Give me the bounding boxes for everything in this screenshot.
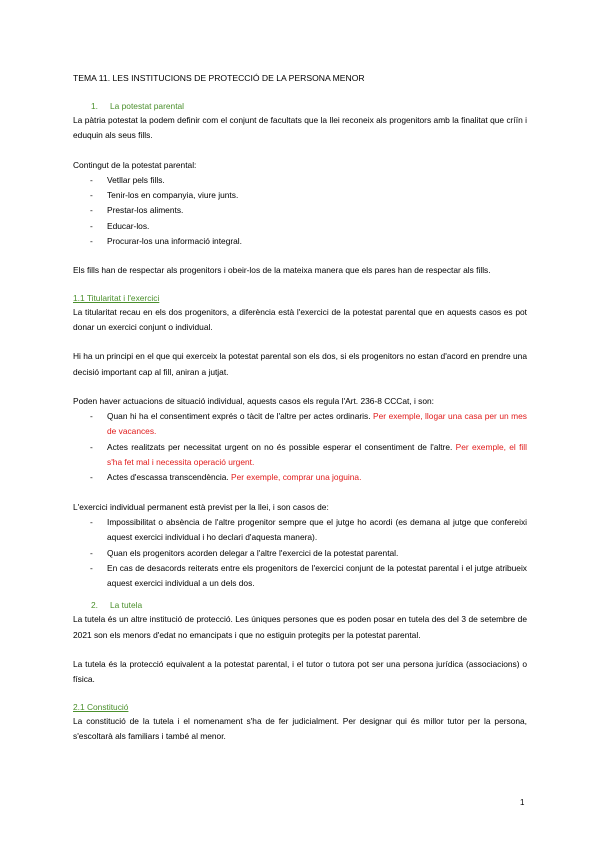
list-item: [73, 440, 527, 471]
paragraph-actuacions: Poden haver actuacions de situació individual, aquests casos els regula l'Art. 236-8 CCCat, i son:: [73, 395, 434, 406]
paragraph-titularitat: La titularitat recau en els dos progenitors, a diferència està l'exercici de la potestat parental que en aquests casos es pot donar un exercici conjunt o individual.: [73, 306, 527, 332]
section-heading-tutela: [73, 600, 527, 610]
paragraph-tutela-proteccio: La tutela és la protecció equivalent a la potestat parental, i el tutor o tutora pot ser una persona jurídica (associacions) o física.: [73, 659, 527, 685]
subsection-heading-constitucio: 2.1 Constitució: [73, 701, 129, 712]
example-text: Per exemple, comprar una joguina.: [231, 472, 362, 483]
document-title: TEMA 11. LES INSTITUCIONS DE PROTECCIÓ DE LA PERSONA MENOR: [73, 73, 365, 83]
section-heading-text: La potestat parental: [110, 101, 185, 111]
subsection-heading-titularitat: 1.1 Titularitat i l'exercici: [73, 292, 160, 303]
list-item: - Educar-los.: [73, 219, 527, 234]
list-item: - Quan els progenitors acorden delegar a l'altre l'exercici de la potestat parental.: [73, 546, 527, 561]
section-heading-potestat: [73, 101, 527, 111]
example-text: Per exemple, el fill s'ha fet mal i necessita operació urgent.: [107, 441, 527, 468]
item-text: Actes d'escassa transcendència.: [107, 472, 232, 483]
section-number: 2.: [91, 600, 98, 611]
list-item: - Tenir-los en companyia, viure junts.: [73, 188, 527, 203]
page-number: 1: [520, 798, 525, 807]
section-number: 1.: [91, 101, 98, 111]
example-text: Per exemple, llogar una casa per un mes de vacances.: [107, 411, 527, 437]
list-item: - En cas de desacords reiterats entre els progenitors de l'exercici conjunt de la potestat parental i el jutge atribueix aquest exercici individual a un dels dos.: [73, 561, 527, 592]
list-item: - Vetllar pels fills.: [73, 173, 527, 188]
contingut-list: [73, 173, 527, 249]
paragraph-exercici-individual: L'exercici individual permanent està previst per la llei, i son casos de:: [73, 501, 329, 512]
paragraph-principi: Hi ha un principi en el que qui exerceix la potestat parental son els dos, si els progenitors no estan d'acord en prendre una decisió important cap al fill, aniran a jutjat.: [73, 351, 527, 377]
list-item: [73, 409, 527, 440]
page-content: [73, 73, 527, 744]
paragraph-potestat-intro: La pàtria potestat la podem definir com el conjunt de facultats que la llei reconeix als progenitors amb la finalitat que críïn i eduquin als seus fills.: [73, 115, 527, 141]
list-item: - Prestar-los aliments.: [73, 203, 527, 218]
item-text: Quan hi ha el consentiment exprés o tàcit de l'altre per actes ordinaris.: [107, 411, 374, 422]
item-text: Actes realitzats per necessitat urgent on no és possible esperar el consentiment de l'altre.: [107, 441, 456, 452]
paragraph-fills: Els fills han de respectar als progenitors i obeir-los de la mateixa manera que els pares han de respectar als fills.: [73, 265, 491, 276]
contingut-label: Contingut de la potestat parental:: [73, 159, 197, 170]
list-item: - Procurar-los una informació integral.: [73, 234, 527, 249]
list-item: [73, 470, 527, 485]
list-item: - Impossibilitat o absència de l'altre progenitor sempre que el jutge ho acordi (es demana al jutge que confereixi aquest exercici individual i ho declari d'aquesta manera).: [73, 515, 527, 546]
paragraph-tutela-intro: La tutela és un altre institució de protecció. Les úniques persones que es poden posar en tutela des del 3 de setembre de 2021 son els menors d'edat no emancipats i que no estiguin protegits per la potestat parental.: [73, 614, 527, 640]
exercici-list: [73, 515, 527, 591]
section-heading-text: La tutela: [110, 600, 143, 611]
actuacions-list: [73, 409, 527, 485]
paragraph-constitucio: La constitució de la tutela i el nomenament s'ha de fer judicialment. Per designar qui és millor tutor per la persona, s'escoltarà als familiars i també al menor.: [73, 715, 527, 741]
